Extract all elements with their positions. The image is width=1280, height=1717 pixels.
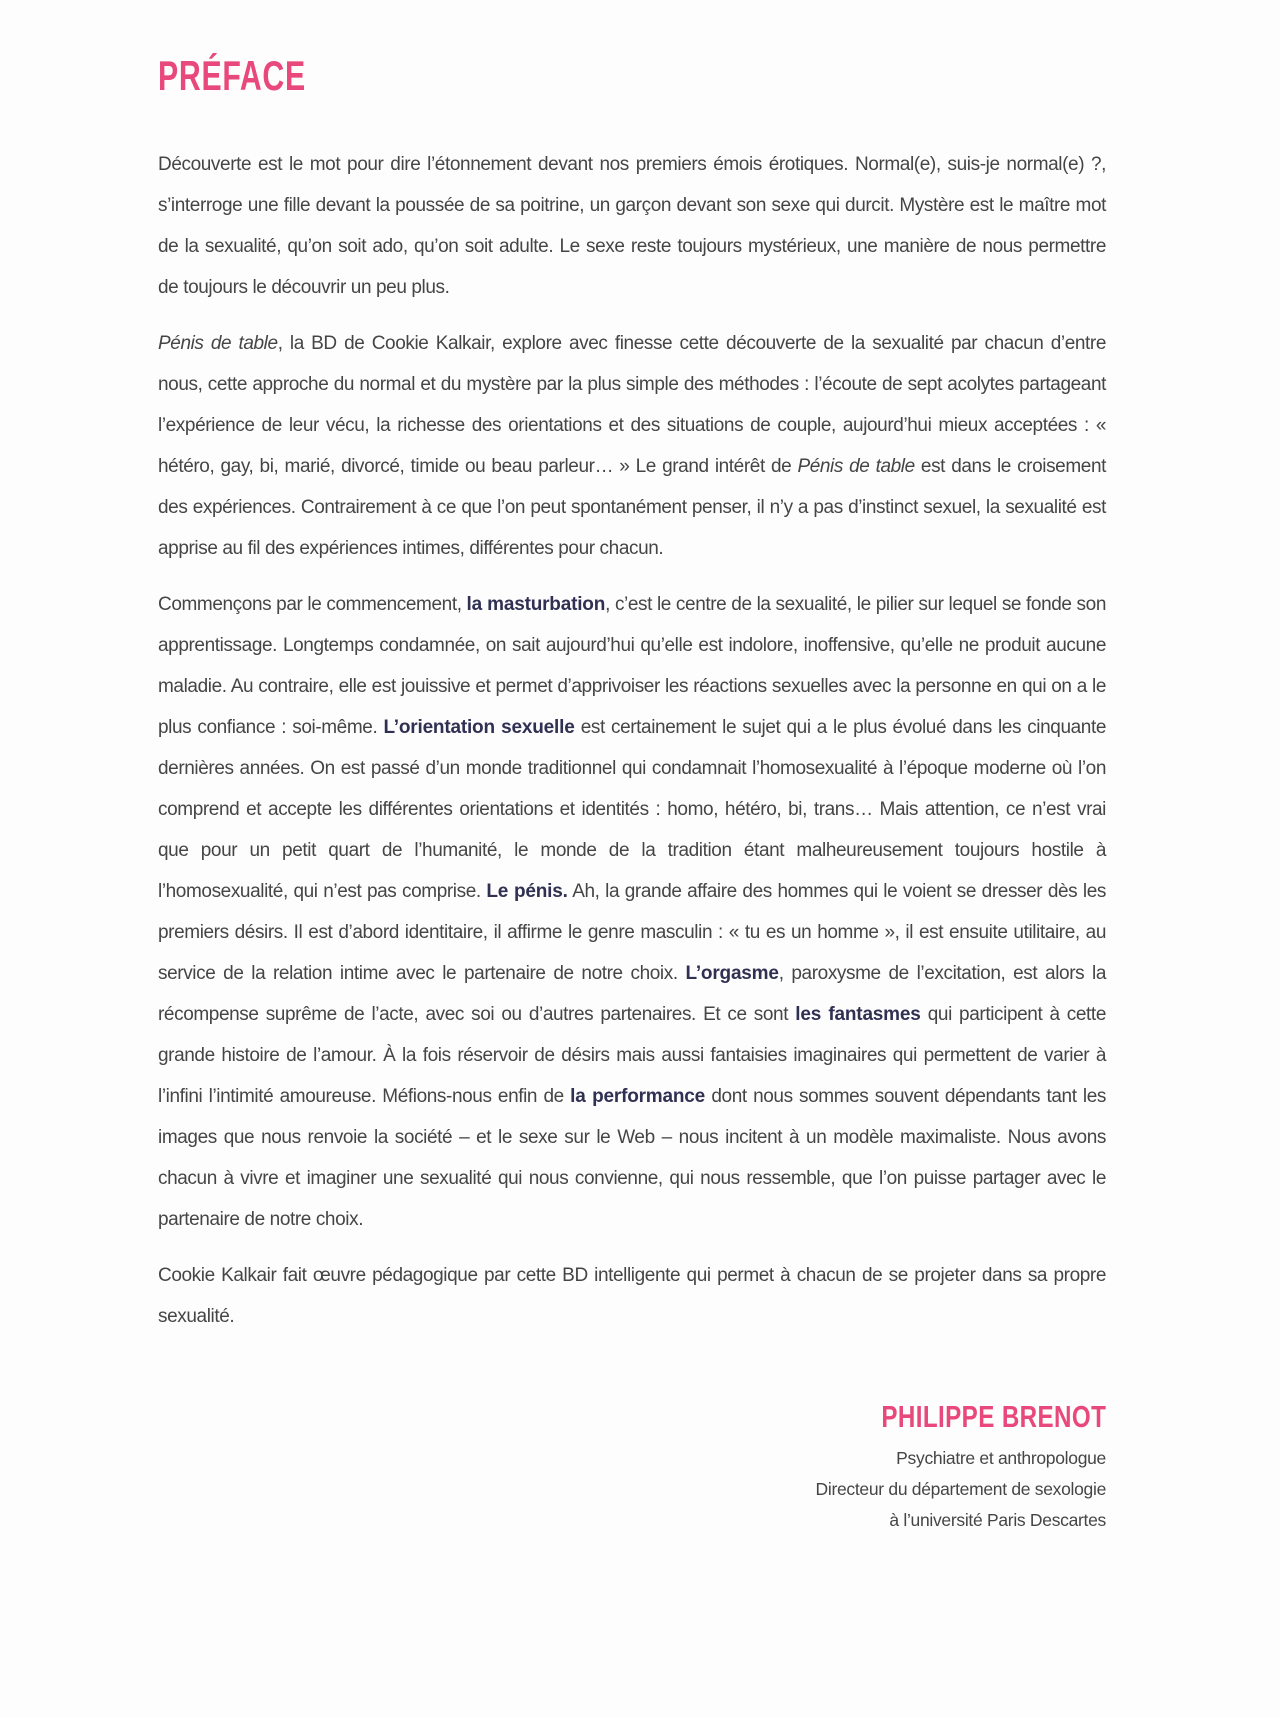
paragraph [158, 144, 1106, 308]
signature-role-line: à l’université Paris Descartes [889, 1510, 1106, 1530]
text-run: Ah, la grande affaire des hommes qui le voient se dresser dès les premiers désirs. Il est d’abord identitaire, il affirme le genre masculin : « tu es un homme », il est ensuite utilitaire, au service de la relation intime avec le partenaire de notre choix. [158, 881, 1106, 984]
page-title: PRÉFACE [158, 52, 306, 99]
text-run: , paroxysme de l’excitation, est alors la récompense suprême de l’acte, avec soi ou d’autres partenaires. Et ce sont [158, 963, 1106, 1025]
text-run: Cookie Kalkair fait œuvre pédagogique par cette BD intelligente qui permet à chacun de se projeter dans sa propre sexualité. [158, 1265, 1106, 1327]
text-run: dont nous sommes souvent dépendants tant les images que nous renvoie la société – et le sexe sur le Web – nous incitent à un modèle maximaliste. Nous avons chacun à vivre et imaginer une sexualité qui nous convienne, qui nous ressemble, que l’on puisse partager avec le partenaire de notre choix. [158, 1086, 1107, 1230]
text-run: Découverte est le mot pour dire l’étonnement devant nos premiers émois érotiques. Normal(e), suis-je normal(e) ?, s’interroge une fille devant la poussée de sa poitrine, un garçon devant son sexe qui durcit. Mystère est le maître mot de la sexualité, qu’on soit ado, qu’on soit adulte. Le sexe reste toujours mystérieux, une manière de nous permettre de toujours le découvrir un peu plus. [158, 154, 1106, 298]
text-run: , c’est le centre de la sexualité, le pilier sur lequel se fonde son apprentissage. Longtemps condamnée, on sait aujourd’hui qu’elle est indolore, inoffensive, qu’elle ne produit aucune maladie. Au contraire, elle est jouissive et permet d’apprivoiser les réactions sexuelles avec la personne en qui on a le plus confiance : soi-même. [158, 594, 1106, 738]
paragraph [158, 1255, 1106, 1337]
text-run: Commençons par le commencement, [158, 594, 467, 615]
italic-run: Pénis de table [158, 333, 278, 354]
paragraph [158, 323, 1106, 569]
italic-run: Pénis de table [797, 456, 915, 477]
signature-roles [158, 1443, 1106, 1536]
signature-name-wrap [158, 1399, 1106, 1443]
preface-body [158, 144, 1106, 1337]
signature-role-line: Psychiatre et anthropologue [896, 1448, 1106, 1468]
keyword-highlight: L’orgasme [685, 963, 779, 984]
text-run: qui participent à cette grande histoire de l’amour. À la fois réservoir de désirs mais aussi fantaisies imaginaires qui permettent de varier à l’infini l’intimité amoureuse. Méfions-nous enfin de [158, 1004, 1106, 1107]
keyword-highlight: Le pénis. [486, 881, 568, 902]
signature-role-line: Directeur du département de sexologie [815, 1479, 1106, 1499]
keyword-highlight: la masturbation [466, 594, 606, 615]
signature-name: PHILIPPE BRENOT [881, 1399, 1106, 1434]
text-run: est certainement le sujet qui a le plus évolué dans les cinquante dernières années. On est passé d’un monde traditionnel qui condamnait l’homosexualité à l’époque moderne où l’on comprend et accepte les différentes orientations et identités : homo, hétéro, bi, trans… Mais attention, ce n’est vrai que pour un petit quart de l’humanité, le monde de la tradition étant malheureusement toujours hostile à l’homosexualité, qui n’est pas comprise. [158, 717, 1106, 902]
signature-block [158, 1399, 1106, 1536]
text-run: , la BD de Cookie Kalkair, explore avec finesse cette découverte de la sexualité par chacun d’entre nous, cette approche du normal et du mystère par la plus simple des méthodes : l’écoute de sept acolytes partageant l’expérience de leur vécu, la richesse des orientations et des situations de couple, aujourd’hui mieux acceptées : « hétéro, gay, bi, marié, divorcé, timide ou beau parleur… » Le grand intérêt de [158, 333, 1106, 477]
text-run: est dans le croisement des expériences. Contrairement à ce que l’on peut spontanément penser, il n’y a pas d’instinct sexuel, la sexualité est apprise au fil des expériences intimes, différentes pour chacun. [158, 456, 1106, 559]
keyword-highlight: la performance [570, 1086, 706, 1107]
keyword-highlight: les fantasmes [795, 1004, 921, 1025]
paragraph [158, 584, 1106, 1240]
keyword-highlight: L’orientation sexuelle [383, 717, 575, 738]
